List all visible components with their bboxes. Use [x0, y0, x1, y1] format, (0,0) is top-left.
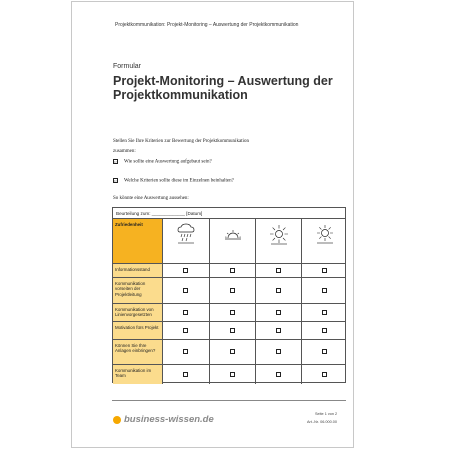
sun-icon: [315, 223, 335, 245]
table-row: [113, 304, 345, 322]
page-title: Projekt-Monitoring – Auswertung der Projektkommunikation: [113, 74, 333, 102]
article-number: Art.-Nr. 06.000.00: [307, 420, 337, 424]
table-header-row: [113, 219, 345, 264]
sunrise-cell: [210, 219, 256, 263]
intro-line-1: Stellen Sie Ihre Kriterien zur Bewertung der Projektkommunikation: [113, 139, 249, 144]
sunrise-icon: [223, 223, 243, 245]
row-label: Informationsstand: [113, 264, 163, 277]
rating-checkbox[interactable]: [322, 268, 327, 273]
sun-icon: [269, 223, 289, 245]
rating-checkbox[interactable]: [183, 328, 188, 333]
row-label: Kommunikation im Team: [113, 365, 163, 384]
rating-checkbox[interactable]: [276, 268, 281, 273]
intro-line-2: zusammen:: [113, 149, 136, 154]
rating-checkbox[interactable]: [322, 372, 327, 377]
rating-checkbox[interactable]: [276, 372, 281, 377]
rating-checkbox[interactable]: [183, 310, 188, 315]
rating-checkbox[interactable]: [230, 268, 235, 273]
rating-checkbox[interactable]: [183, 268, 188, 273]
sun-cell: [256, 219, 302, 263]
question-item: [113, 159, 212, 165]
evaluation-table: [112, 207, 346, 383]
question-text: Welche Kriterien sollte diese im Einzelnen beinhalten?: [124, 178, 234, 184]
rating-checkbox[interactable]: [230, 372, 235, 377]
table-row: [113, 340, 345, 365]
rating-checkbox[interactable]: [322, 288, 327, 293]
rating-checkbox[interactable]: [322, 349, 327, 354]
sun-cell: [302, 219, 347, 263]
checkbox-checked-icon: ☑: [114, 160, 118, 165]
running-header: Projektkommunikation: Projekt-Monitoring – Auswertung der Projektkommunikation: [115, 22, 299, 28]
table-row: [113, 365, 345, 384]
example-intro: So könnte eine Auswertung aussehen:: [113, 196, 189, 201]
footer-divider: [112, 400, 346, 401]
rating-checkbox[interactable]: [322, 310, 327, 315]
rating-checkbox[interactable]: [183, 288, 188, 293]
rating-checkbox[interactable]: [230, 349, 235, 354]
storm-cloud-cell: [163, 219, 210, 263]
rating-checkbox[interactable]: [276, 328, 281, 333]
page-number: Seite 1 von 2: [315, 412, 338, 416]
business-wissen-logo: business-wissen.de: [124, 414, 214, 425]
bewertung-date-field: Beurteilung zum: _____________ [Datum]: [113, 208, 345, 219]
table-row: [113, 322, 345, 340]
row-label: Motivation fürs Projekt: [113, 322, 163, 339]
rating-checkbox[interactable]: [322, 328, 327, 333]
rating-checkbox[interactable]: [183, 349, 188, 354]
zufriedenheit-header: Zufriedenheit: [113, 219, 163, 263]
question-text: Wie sollte eine Auswertung aufgebaut sein?: [124, 159, 212, 165]
rating-checkbox[interactable]: [183, 372, 188, 377]
rating-checkbox[interactable]: [276, 288, 281, 293]
rating-checkbox[interactable]: [276, 310, 281, 315]
section-label: Formular: [113, 63, 142, 70]
table-row: [113, 264, 345, 278]
storm-cloud-icon: [176, 223, 196, 245]
row-label: Kommunikation vorseiten der Projektleitung: [113, 278, 163, 303]
table-row: [113, 278, 345, 304]
rating-checkbox[interactable]: [276, 349, 281, 354]
question-item: [113, 178, 234, 184]
row-label: Können Sie Ihre Anlagen einbringen?: [113, 340, 163, 364]
row-label: Kommunikation von Linienvorgesetzten: [113, 304, 163, 321]
rating-checkbox[interactable]: [230, 328, 235, 333]
checkbox-checked-icon: ☑: [114, 179, 118, 184]
logo-dot-icon: [113, 416, 121, 424]
rating-checkbox[interactable]: [230, 288, 235, 293]
intro-text: [113, 137, 249, 157]
rating-checkbox[interactable]: [230, 310, 235, 315]
